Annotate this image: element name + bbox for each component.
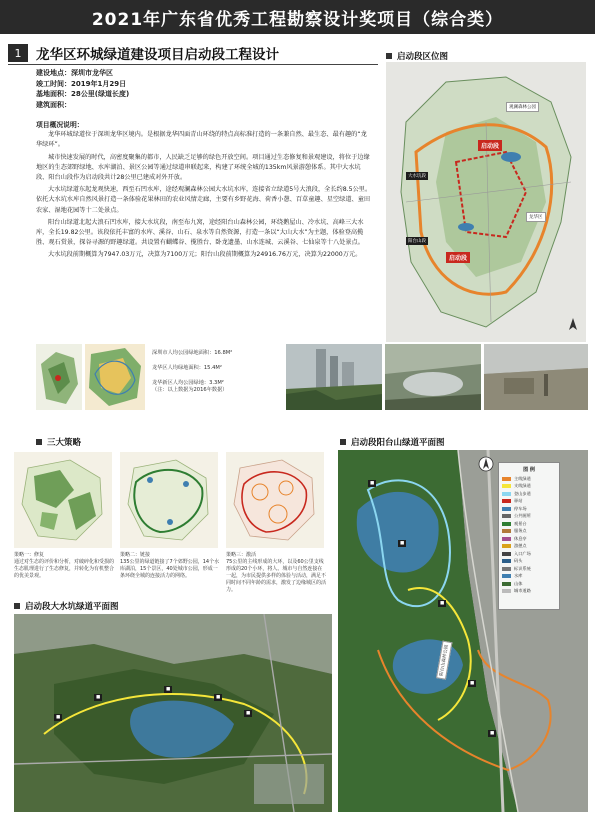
legend-item [502,535,556,543]
legend-label: 山体 [514,580,523,586]
scenic-spot-label: ■ [246,711,251,716]
legend-item [502,513,556,521]
legend-item [502,528,556,536]
strategy-text: 75公里的主线形成的大环，以及60公里支线形成的20个小环，将人、城市与自然连接在一起，为市民提供多样的体验与活动，满足不同时间不同年龄的需求，激发了边缘城区的活力。 [226,559,327,593]
scenic-spot-label: ■ [470,681,475,686]
photo-reservoir [385,344,481,410]
map-legend [498,462,560,610]
legend-label: 入口广场 [514,550,531,556]
description-paragraph: 城市快速发展的时代，高密度聚集的都市，人民缺乏足够的绿色开放空间。项目通过生态修复和景观建设，将位于边缘地区的生态郊野绿地、水库湖泊、景区公园等通过绿道串联起来，构建了环统全城的135km风景游憩体系。其中大水坑段、阳台山段作为启动段共计28公里已建成对外开放。 [36,153,370,182]
strategy-title: 策略一：修复 [14,552,45,558]
dashuikeng-plan-map [14,614,332,812]
project-title-row [8,43,378,63]
strategy-caption [120,552,220,580]
meta-label: 基地面积： [36,90,71,98]
meta-label: 建设地点： [36,69,71,77]
site-photo [484,344,588,410]
stat-item: 深圳市人均公园绿地面积：16.8M² [152,350,233,356]
strategy-map-3 [226,452,324,548]
stat-item: 龙华区人均绿地面积：15.4M² [152,365,222,371]
map-label: 龙华区 [526,212,546,222]
scenic-spot-label: ■ [166,687,171,692]
legend-label: 游憩点 [514,543,527,549]
legend-label: 服务点 [514,528,527,534]
legend-label: 标识系统 [514,565,531,571]
photo-construction [484,344,588,410]
legend-label: 休息亭 [514,535,527,541]
green-space-stats [152,350,282,402]
dashuikeng-plan-graphic [14,614,332,812]
legend-swatch-icon [502,529,511,533]
project-description [36,120,372,263]
site-photo [385,344,481,410]
legend-swatch-icon [502,477,511,481]
legend-label: 水库 [514,573,523,579]
legend-swatch-icon [502,522,511,526]
map-label: 大水坑段 [408,174,426,179]
page-title: 2021年广东省优秀工程勘察设计奖项目（综合类） [91,9,504,30]
dashuikeng-plan-heading [14,600,119,612]
meta-row [36,89,376,100]
meta-label: 竣工时间： [36,79,71,88]
strategy-text: 135公里的绿道链接了7个郊野公园，14个水库湖泊，15个景区，40处城市公园，形成一条环绕全城的连接活力的网络。 [120,559,220,579]
district-map-graphic [85,344,145,410]
legend-item [502,543,556,551]
map-label: 启动段 [478,140,502,151]
meta-value: 深圳市龙华区 [71,69,113,77]
description-paragraph: 龙华环城绿道位于深圳龙华区境内。是根据龙华四面青山环绕的特点高标准打造的一条兼自然、最生态、最有趣的“龙华绿环”。 [36,131,367,149]
legend-swatch-icon [502,552,511,556]
legend-swatch-icon [502,567,511,571]
description-paragraph: 大水坑段前期概算为7947.03万元，决算为7100万元；阳台山段前期概算为24916.76万元，决算为22000万元。 [48,251,362,259]
header-bar [0,0,595,34]
legend-item [502,558,556,566]
regional-map-small [36,344,82,410]
legend-item [502,520,556,528]
north-arrow-icon [478,456,494,472]
legend-item [502,573,556,581]
scenic-spot-label: ■ [490,731,495,736]
strategy-caption [226,552,326,594]
legend-item [502,490,556,498]
strategy-text: 通过对生态的评价和分析，对破碎化和受损的生态肌理进行了生态修复，并转化为有机整合的优美景观。 [14,559,115,579]
legend-item [502,580,556,588]
strategy-graphic [14,452,112,548]
meta-row [36,79,376,90]
divider [8,64,378,65]
legend-swatch-icon [502,492,511,496]
strategy-map-2 [120,452,218,548]
district-map-small [85,344,145,410]
legend-swatch-icon [502,589,511,593]
legend-item [502,550,556,558]
strategy-graphic [226,452,324,548]
strategy-title: 策略三：激活 [226,552,257,558]
legend-item [502,565,556,573]
legend-swatch-icon [502,499,511,503]
legend-item [502,498,556,506]
strategy-map-1 [14,452,112,548]
bullet-square-icon [386,53,392,59]
legend-swatch-icon [502,559,511,563]
park-label: 阳台山森林公园 [436,641,452,680]
legend-item [502,505,556,513]
north-arrow-icon [566,317,580,331]
legend-swatch-icon [502,582,511,586]
meta-value: 28公里(绿道长度) [71,90,130,98]
description-paragraph: 阳台山绿道北起大浪石凹水库，接大水坑段，南至布九窝，途经阳台山森林公园，环绕鹅屋山、冷水坑、高峰三大水库，全长19.82公里。该段依托丰富的水库、溪谷、山石、泉水等自然资源，打造一条以“大山大水”为主题，体验登高揽胜、观石赏景，探谷寻源的野趣绿道。共设置有蝴蝶谷、揽胜台、卧龙遗墨、山水连城、云溪谷、七仙泉等十八处景点。 [36,218,364,247]
meta-label: 建筑面积： [36,100,71,109]
bullet-square-icon [340,439,346,445]
strategy-caption [14,552,114,580]
scenic-spot-label: ■ [370,481,375,486]
legend-label: 驿站 [514,498,523,504]
legend-item [502,483,556,491]
project-meta [36,68,376,110]
scenic-spot-label: ■ [56,715,61,720]
photo-city-view [286,344,382,410]
legend-swatch-icon [502,574,511,578]
section-title: 启动段区位图 [397,52,449,62]
legend-swatch-icon [502,507,511,511]
scenic-spot-label: ■ [216,695,221,700]
strategy-title: 策略二：链接 [120,552,151,558]
legend-label: 码头 [514,558,523,564]
section-title: 三大策略 [47,438,82,448]
legend-label: 主线绿道 [514,475,531,481]
map-label: 阳台山段 [408,239,426,244]
meta-row [36,100,376,111]
legend-label: 停车场 [514,505,527,511]
legend-swatch-icon [502,537,511,541]
legend-item [502,588,556,596]
location-map [386,62,586,342]
legend-swatch-icon [502,514,511,518]
scenic-spot-label: ■ [440,601,445,606]
scenic-spot-label: ■ [400,541,405,546]
meta-row [36,68,376,79]
stat-item: 龙华新区人均公园绿地：3.3M² （注：以上数据为2016年数据） [152,380,228,393]
legend-label: 公共厕所 [514,513,531,519]
project-name: 龙华区环城绿道建设项目启动段工程设计 [36,47,279,63]
section-title: 启动段阳台山绿道平面图 [351,438,445,448]
section-title: 启动段大水坑绿道平面图 [25,602,119,612]
project-number-badge: 1 [8,44,28,62]
description-paragraph: 大水坑绿道东起龙观快速，西至石凹水库，途经观澜森林公园大水坑水库，连接省立绿道5号大浪段，全长约8.5公里。依托大水坑水库自然风景打造一条体验花果林田的农业风情走廊，主要有乡野花海、荷香小憩、百草童趣、星空绿道、童田农家、湿地花园等十二处景点。 [36,186,372,214]
scenic-spot-label: ■ [96,695,101,700]
bullet-square-icon [36,439,42,445]
regional-map-graphic [36,344,82,410]
site-photo [286,344,382,410]
description-heading: 项目概况说明： [36,121,84,129]
meta-value: 2019年1月29日 [71,79,127,88]
bullet-square-icon [14,603,20,609]
yangtaishan-plan-heading [340,436,445,448]
legend-swatch-icon [502,484,511,488]
legend-swatch-icon [502,544,511,548]
map-label: 启动段 [446,252,470,263]
location-map-graphic [386,62,586,342]
legend-title: 图 例 [523,467,535,473]
legend-item [502,475,556,483]
location-map-heading [386,50,448,62]
legend-items [502,475,556,595]
strategies-heading [36,436,81,448]
legend-label: 城市道路 [514,588,531,594]
strategy-graphic [120,452,218,548]
legend-label: 支线绿道 [514,483,531,489]
legend-label: 登山步道 [514,490,531,496]
legend-label: 观景台 [514,520,527,526]
map-label: 观澜森林公园 [506,102,539,112]
